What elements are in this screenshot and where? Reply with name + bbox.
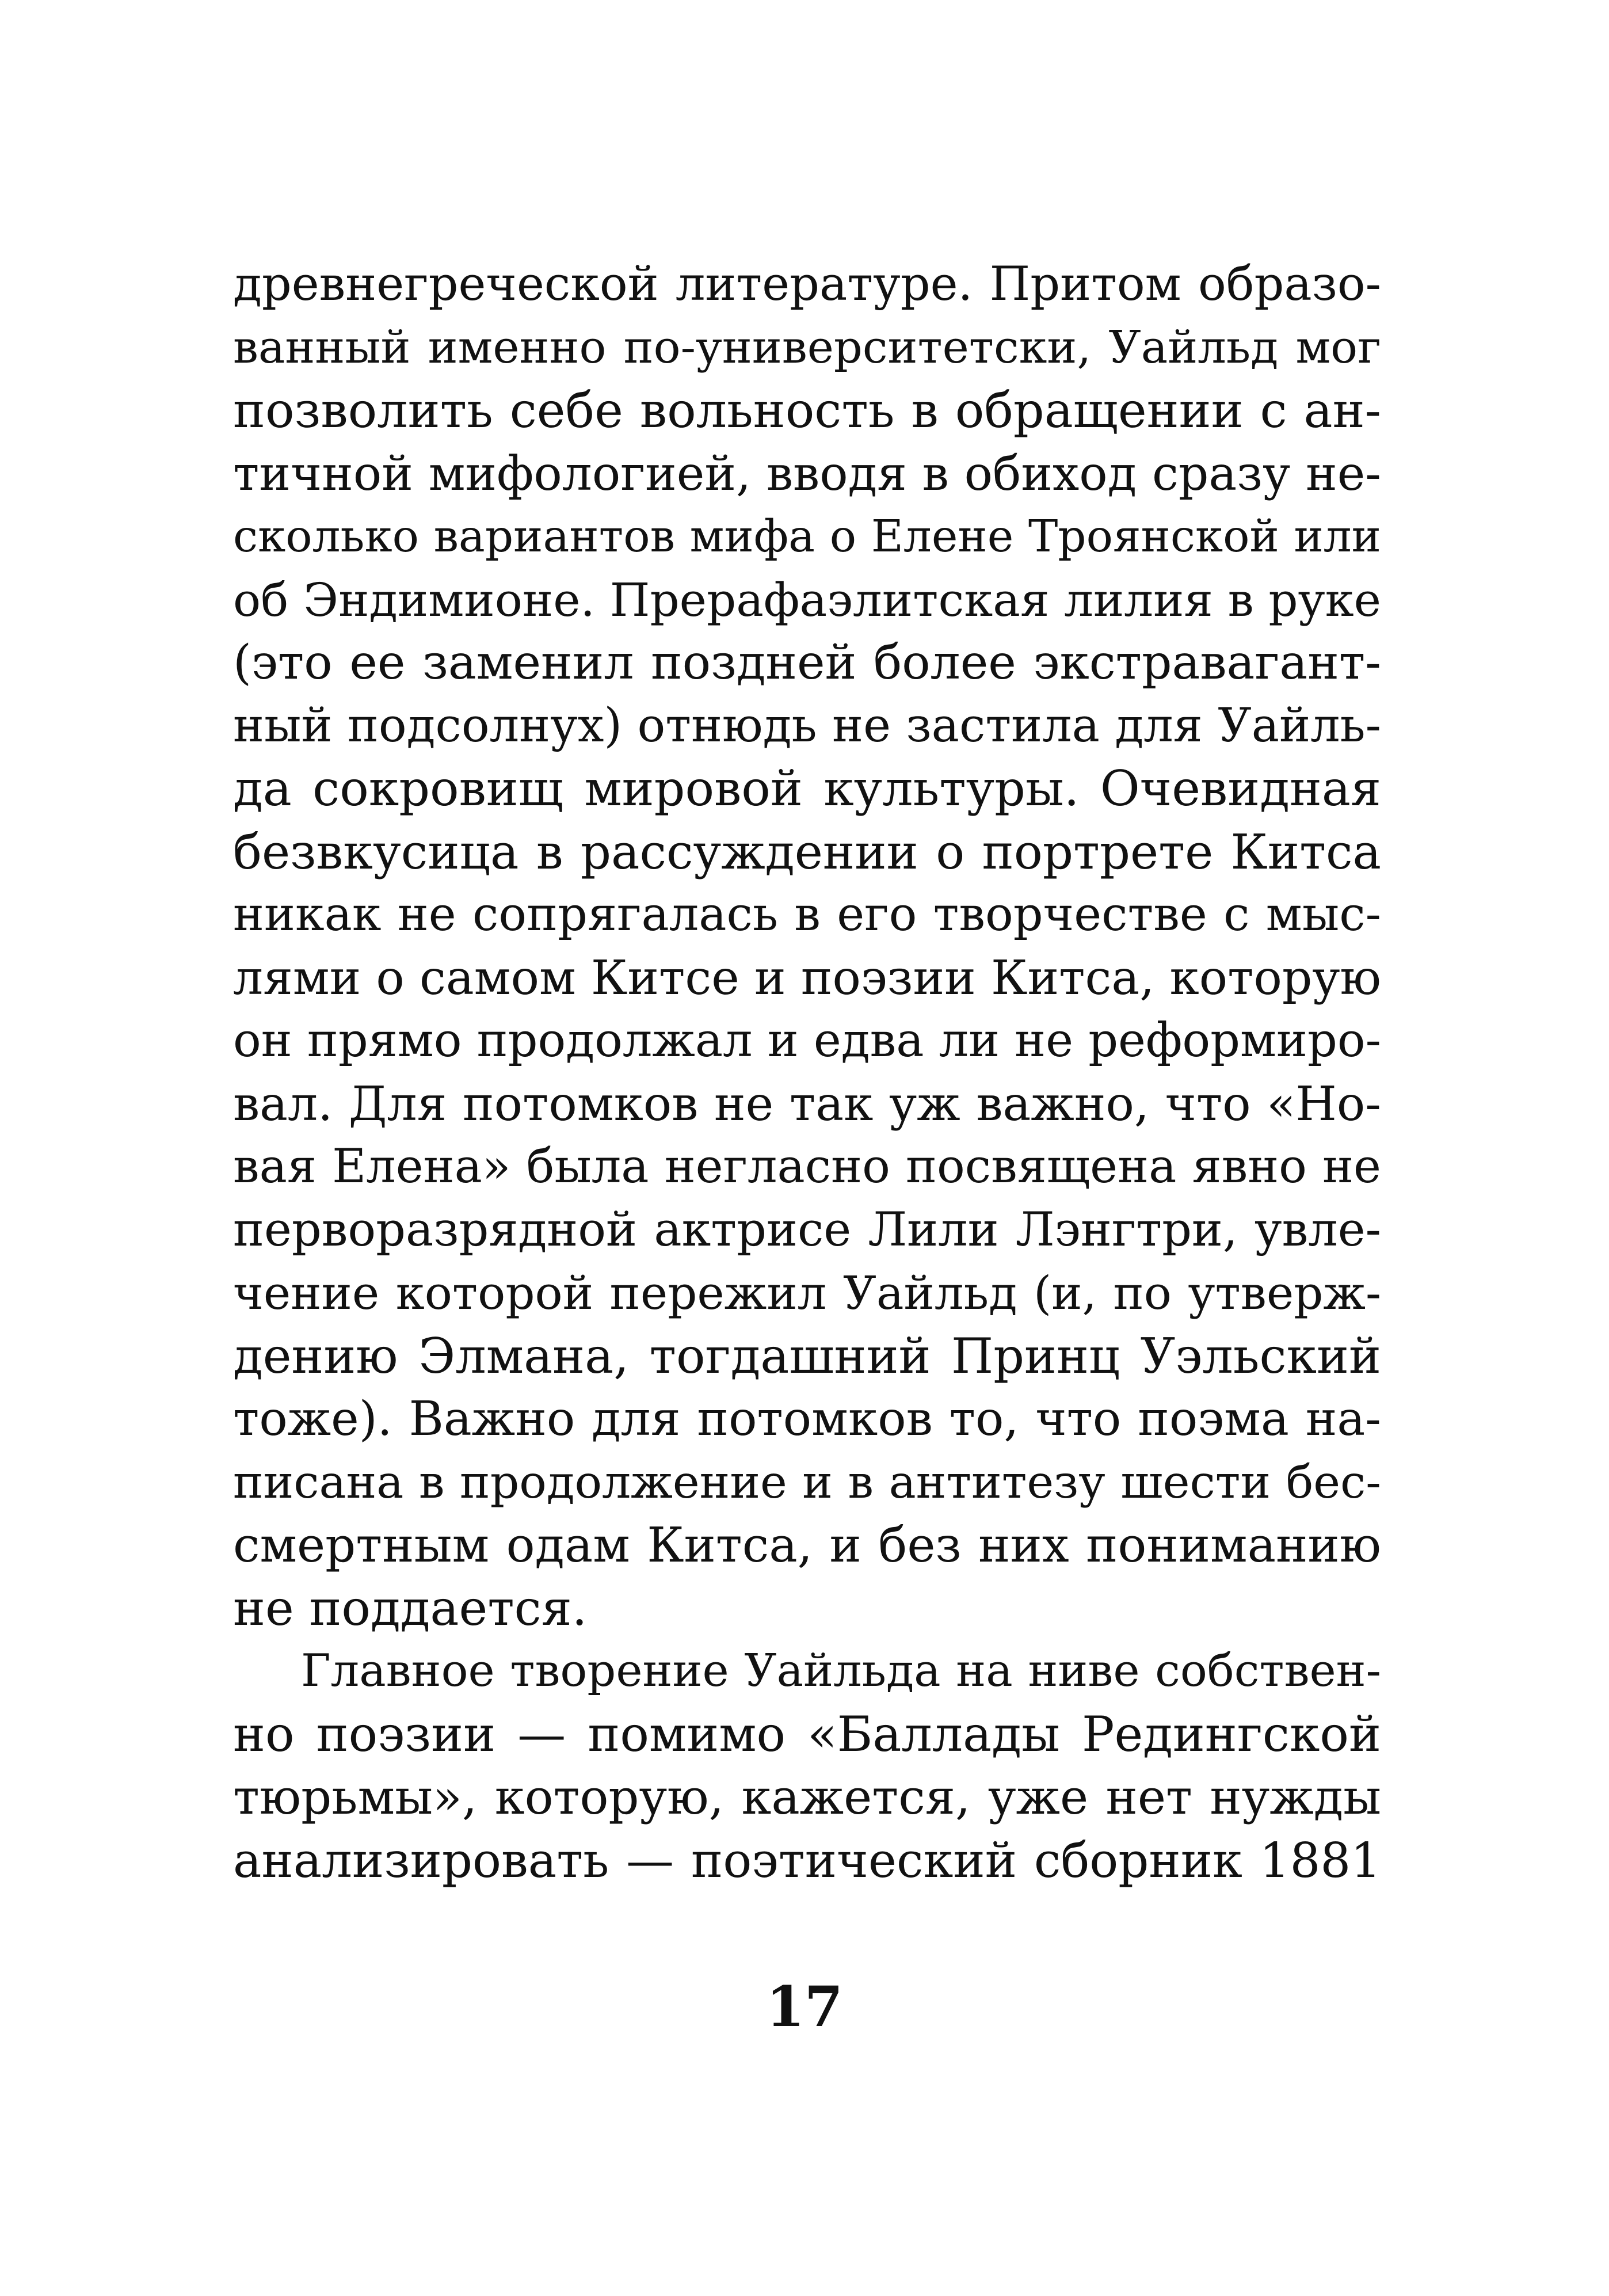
text-line: дению Элмана, тогдашний Принц Уэльский xyxy=(233,1327,1381,1384)
text-line: древнегреческой литературе. Притом образо- xyxy=(233,257,1381,311)
paragraph-2 xyxy=(233,1640,1381,1892)
text-line: но поэзии — помимо «Баллады Редингской xyxy=(233,1705,1381,1762)
text-line: перворазрядной актрисе Лили Лэнгтри, увле- xyxy=(233,1202,1381,1257)
text-line: вал. Для потомков не так уж важно, что «Но- xyxy=(233,1076,1381,1132)
text-line: позволить себе вольность в обращении с ан- xyxy=(233,382,1381,439)
text-line: тюрьмы», которую, кажется, уже нет нужды xyxy=(233,1769,1381,1825)
text-line: ный подсолнух) отнюдь не застила для Уайль- xyxy=(233,698,1381,753)
text-line: тичной мифологией, вводя в обиход сразу не- xyxy=(233,446,1381,501)
text-line: сколько вариантов мифа о Елене Троянской или xyxy=(233,511,1381,562)
text-line: Главное творение Уайльда на ниве собствен- xyxy=(301,1645,1381,1697)
text-line: он прямо продолжал и едва ли не реформиро- xyxy=(233,1014,1381,1068)
text-line: никак не сопрягалась в его творчестве с мыс- xyxy=(233,888,1381,942)
text-line: писана в продолжение и в антитезу шести бес- xyxy=(233,1455,1381,1509)
text-line: чение которой пережил Уайльд (и, по утверж- xyxy=(233,1266,1381,1320)
text-line: ванный именно по-университетски, Уайльд мог xyxy=(233,321,1381,374)
text-line: (это ее заменил поздней более экстравагант- xyxy=(233,635,1381,690)
body-text xyxy=(233,253,1381,1892)
text-line: об Эндимионе. Прерафаэлитская лилия в руке xyxy=(233,573,1381,627)
text-line: тоже). Важно для потомков то, что поэма на- xyxy=(233,1392,1381,1446)
text-line: безвкусица в рассуждении о портрете Китса xyxy=(233,824,1381,880)
text-line: анализировать — поэтический сборник 1881 xyxy=(233,1832,1381,1888)
text-line: да сокровищ мировой культуры. Очевидная xyxy=(233,760,1381,817)
text-line: смертным одам Китса, и без них пониманию xyxy=(233,1517,1381,1573)
text-line: не поддается. xyxy=(233,1579,588,1636)
text-line: лями о самом Китсе и поэзии Китса, которую xyxy=(233,950,1381,1006)
paragraph-1 xyxy=(233,253,1381,1640)
text-line: вая Елена» была негласно посвящена явно не xyxy=(233,1140,1381,1194)
page-number: 17 xyxy=(766,1974,843,2039)
